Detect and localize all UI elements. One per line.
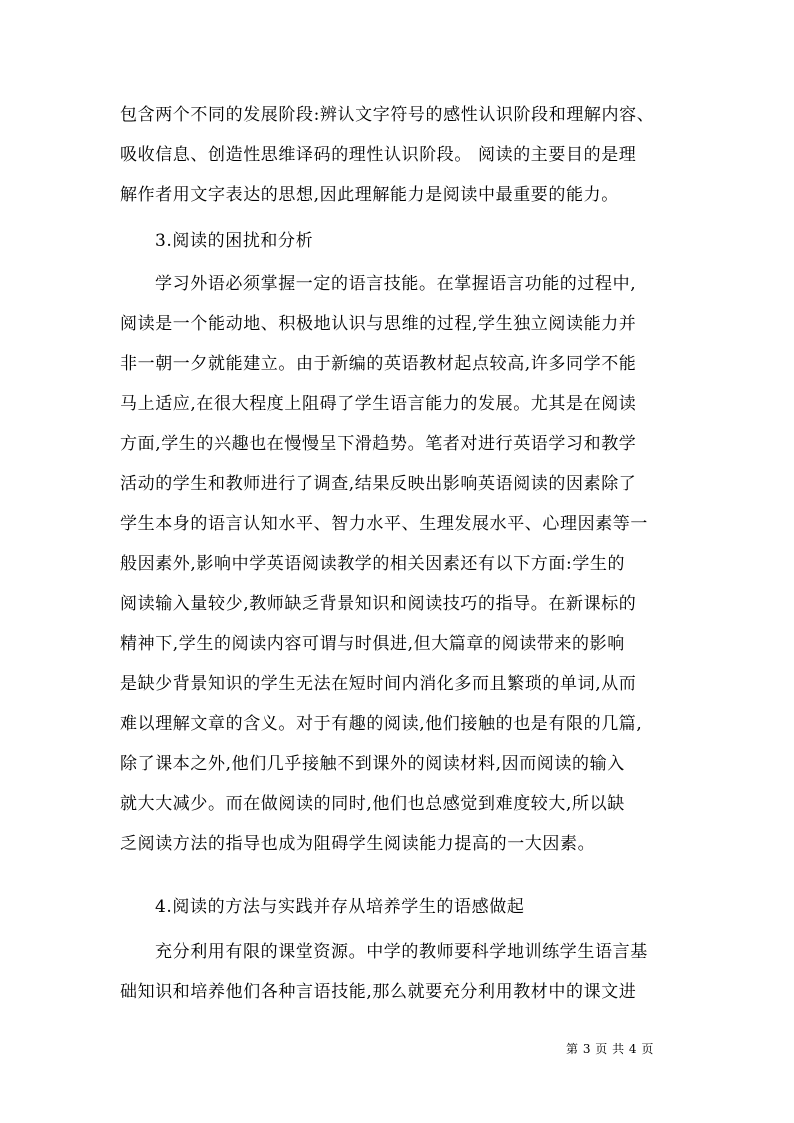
page-number-footer: 第 3 页 共 4 页 <box>566 1042 654 1056</box>
paragraph-line: 学习外语必须掌握一定的语言技能。在掌握语言功能的过程中, <box>155 274 637 294</box>
paragraph-line: 包含两个不同的发展阶段:辨认文字符号的感性认识阶段和理解内容、 <box>120 105 655 125</box>
paragraph-line: 就大大减少。而在做阅读的同时,他们也总感觉到难度较大,所以缺 <box>120 794 625 814</box>
paragraph-line: 乏阅读方法的指导也成为阻碍学生阅读能力提高的一大因素。 <box>120 834 596 854</box>
paragraph-line: 充分利用有限的课堂资源。中学的教师要科学地训练学生语言基 <box>155 942 648 962</box>
paragraph-line: 精神下,学生的阅读内容可谓与时俱进,但大篇章的阅读带来的影响 <box>120 634 625 654</box>
paragraph-line: 非一朝一夕就能建立。由于新编的英语教材起点较高,许多同学不能 <box>120 354 637 374</box>
section-heading: 4.阅读的方法与实践并存从培养学生的语感做起 <box>155 897 525 917</box>
paragraph-line: 马上适应,在很大程度上阻碍了学生语言能力的发展。尤其是在阅读 <box>120 394 637 414</box>
section-heading: 3.阅读的困扰和分析 <box>155 231 314 251</box>
paragraph-line: 解作者用文字表达的思想,因此理解能力是阅读中最重要的能力。 <box>120 185 619 205</box>
paragraph-line: 吸收信息、创造性思维译码的理性认识阶段。 阅读的主要目的是理 <box>120 145 637 165</box>
paragraph-line: 活动的学生和教师进行了调查,结果反映出影响英语阅读的因素除了 <box>120 474 637 494</box>
paragraph-line: 方面,学生的兴趣也在慢慢呈下滑趋势。笔者对进行英语学习和教学 <box>120 434 637 454</box>
paragraph-line: 础知识和培养他们各种言语技能,那么就要充分利用教材中的课文进 <box>120 982 637 1002</box>
paragraph-line: 阅读是一个能动地、积极地认识与思维的过程,学生独立阅读能力并 <box>120 314 637 334</box>
paragraph-line: 般因素外,影响中学英语阅读教学的相关因素还有以下方面:学生的 <box>120 554 626 574</box>
paragraph-line: 学生本身的语言认知水平、智力水平、生理发展水平、心理因素等一 <box>120 514 648 534</box>
paragraph-line: 阅读输入量较少,教师缺乏背景知识和阅读技巧的指导。在新课标的 <box>120 594 637 614</box>
paragraph-line: 难以理解文章的含义。对于有趣的阅读,他们接触的也是有限的几篇, <box>120 714 643 734</box>
paragraph-line: 是缺少背景知识的学生无法在短时间内消化多而且繁琐的单词,从而 <box>120 674 637 694</box>
paragraph-line: 除了课本之外,他们几乎接触不到课外的阅读材料,因而阅读的输入 <box>120 754 625 774</box>
